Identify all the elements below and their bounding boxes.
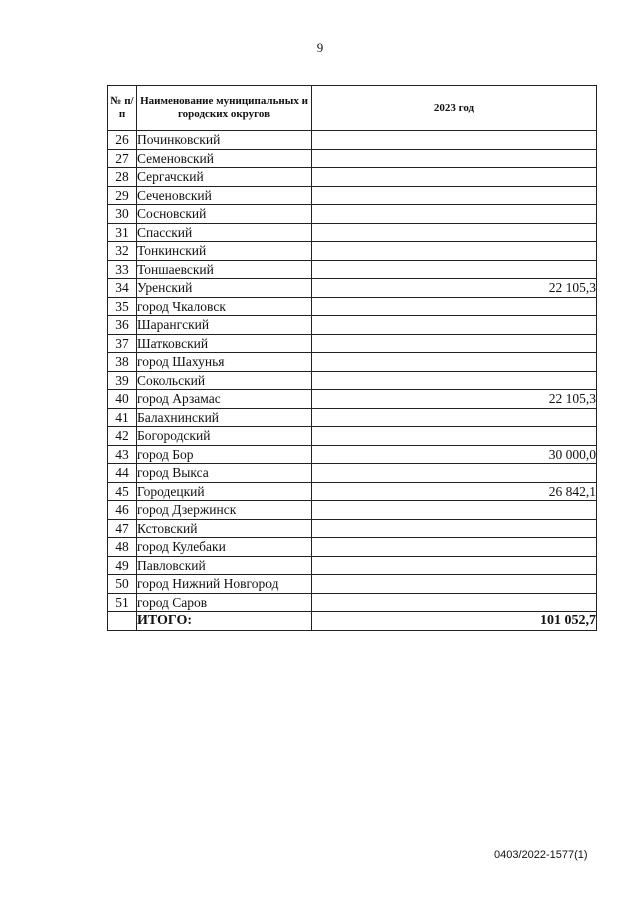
municipality-name: город Шахунья — [137, 353, 312, 372]
table-body — [108, 131, 597, 612]
total-label: ИТОГО: — [137, 612, 312, 631]
municipality-name: Павловский — [137, 556, 312, 575]
municipality-name: Богородский — [137, 427, 312, 446]
municipality-name: Кстовский — [137, 519, 312, 538]
municipality-name: Спасский — [137, 223, 312, 242]
municipality-name: город Арзамас — [137, 390, 312, 409]
municipality-name: Сокольский — [137, 371, 312, 390]
header-name: Наименование муниципальных и городских округов — [137, 86, 312, 131]
table-row — [108, 260, 597, 279]
allocation-value: 26 842,1 — [312, 482, 597, 501]
allocation-value — [312, 131, 597, 150]
total-number-cell — [108, 612, 137, 631]
table-row — [108, 316, 597, 335]
municipality-name: город Бор — [137, 445, 312, 464]
municipality-name: Тоншаевский — [137, 260, 312, 279]
allocation-value — [312, 408, 597, 427]
allocation-value — [312, 186, 597, 205]
municipality-name: город Саров — [137, 593, 312, 612]
allocation-value — [312, 334, 597, 353]
allocation-value — [312, 168, 597, 187]
municipality-name: Сергачский — [137, 168, 312, 187]
table-row — [108, 371, 597, 390]
allocation-value — [312, 242, 597, 261]
table-row — [108, 482, 597, 501]
row-number: 45 — [108, 482, 137, 501]
allocation-value — [312, 427, 597, 446]
page-number: 9 — [316, 40, 324, 55]
table-row — [108, 168, 597, 187]
allocation-value — [312, 260, 597, 279]
municipality-name: Уренский — [137, 279, 312, 298]
municipality-name: Сеченовский — [137, 186, 312, 205]
allocation-value — [312, 556, 597, 575]
table-row — [108, 538, 597, 557]
row-number: 38 — [108, 353, 137, 372]
table-row — [108, 131, 597, 150]
row-number: 30 — [108, 205, 137, 224]
allocation-table — [107, 85, 597, 631]
table-row — [108, 149, 597, 168]
allocation-value — [312, 223, 597, 242]
row-number: 26 — [108, 131, 137, 150]
allocation-value — [312, 316, 597, 335]
table-row — [108, 353, 597, 372]
header-year: 2023 год — [312, 86, 597, 131]
row-number: 34 — [108, 279, 137, 298]
municipality-name: город Чкаловск — [137, 297, 312, 316]
row-number: 43 — [108, 445, 137, 464]
row-number: 31 — [108, 223, 137, 242]
row-number: 37 — [108, 334, 137, 353]
table-row — [108, 464, 597, 483]
allocation-value — [312, 149, 597, 168]
table-row — [108, 223, 597, 242]
table-row — [108, 445, 597, 464]
allocation-value — [312, 593, 597, 612]
row-number: 36 — [108, 316, 137, 335]
row-number: 50 — [108, 575, 137, 594]
municipality-name: Починковский — [137, 131, 312, 150]
allocation-value — [312, 371, 597, 390]
table-row — [108, 297, 597, 316]
row-number: 49 — [108, 556, 137, 575]
municipality-name: город Дзержинск — [137, 501, 312, 520]
table-row — [108, 279, 597, 298]
row-number: 40 — [108, 390, 137, 409]
allocation-value — [312, 297, 597, 316]
table-header-row — [108, 86, 597, 131]
row-number: 29 — [108, 186, 137, 205]
table-row — [108, 556, 597, 575]
table-row — [108, 519, 597, 538]
row-number: 47 — [108, 519, 137, 538]
allocation-value: 30 000,0 — [312, 445, 597, 464]
row-number: 27 — [108, 149, 137, 168]
allocation-value — [312, 464, 597, 483]
row-number: 32 — [108, 242, 137, 261]
table-row — [108, 593, 597, 612]
row-number: 33 — [108, 260, 137, 279]
total-value: 101 052,7 — [312, 612, 597, 631]
allocation-value — [312, 575, 597, 594]
municipality-name: Балахнинский — [137, 408, 312, 427]
row-number: 42 — [108, 427, 137, 446]
row-number: 48 — [108, 538, 137, 557]
allocation-value — [312, 538, 597, 557]
row-number: 35 — [108, 297, 137, 316]
municipality-name: город Кулебаки — [137, 538, 312, 557]
table-row — [108, 501, 597, 520]
row-number: 51 — [108, 593, 137, 612]
municipality-name: Семеновский — [137, 149, 312, 168]
header-number: № п/п — [108, 86, 137, 131]
table-row — [108, 242, 597, 261]
table-row — [108, 408, 597, 427]
row-number: 39 — [108, 371, 137, 390]
allocation-value — [312, 205, 597, 224]
allocation-value — [312, 501, 597, 520]
row-number: 46 — [108, 501, 137, 520]
allocation-value — [312, 519, 597, 538]
municipality-name: Шарангский — [137, 316, 312, 335]
total-row — [108, 612, 597, 631]
allocation-value: 22 105,3 — [312, 279, 597, 298]
municipality-name: Городецкий — [137, 482, 312, 501]
table-row — [108, 186, 597, 205]
municipality-name: город Выкса — [137, 464, 312, 483]
municipality-name: Сосновский — [137, 205, 312, 224]
table-row — [108, 390, 597, 409]
municipality-name: город Нижний Новгород — [137, 575, 312, 594]
table-row — [108, 205, 597, 224]
table-row — [108, 427, 597, 446]
municipality-name: Тонкинский — [137, 242, 312, 261]
municipality-name: Шатковский — [137, 334, 312, 353]
row-number: 41 — [108, 408, 137, 427]
allocation-value: 22 105,3 — [312, 390, 597, 409]
allocation-value — [312, 353, 597, 372]
table-row — [108, 334, 597, 353]
row-number: 44 — [108, 464, 137, 483]
table-row — [108, 575, 597, 594]
row-number: 28 — [108, 168, 137, 187]
document-code: 0403/2022-1577(1) — [494, 849, 588, 861]
